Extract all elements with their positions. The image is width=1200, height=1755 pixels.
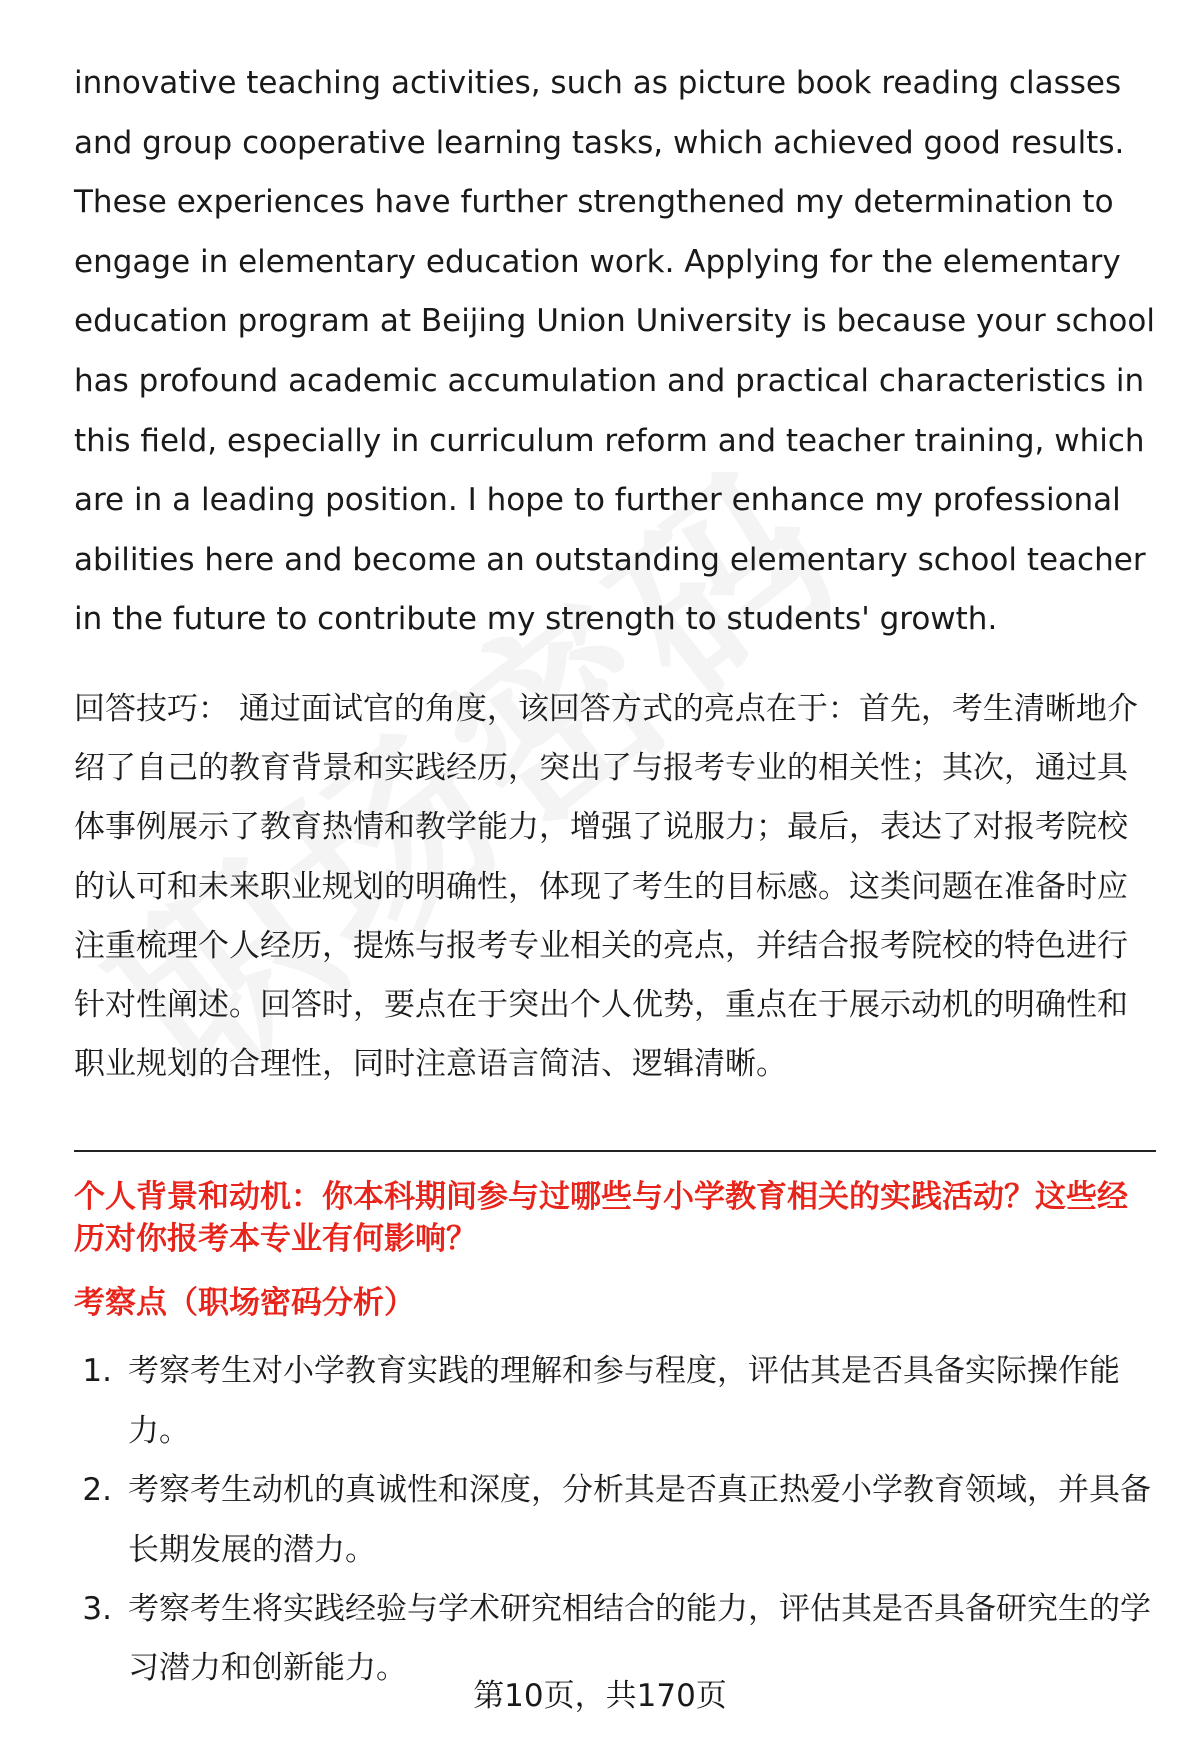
points-list bbox=[74, 1342, 1156, 1698]
page-footer: 第10页，共170页 bbox=[473, 1678, 727, 1714]
list-item-text: 考察考生动机的真诚性和深度，分析其是否真正热爱小学教育领域，并具备长期发展的潜力。 bbox=[128, 1472, 1151, 1568]
tips-paragraph: 回答技巧： 通过面试官的角度，该回答方式的亮点在于：首先，考生清晰地介绍了自己的教育背景和实践经历，突出了与报考专业的相关性；其次，通过具体事例展示了教育热情和教学能力，增强了说服力；最后，表达了对报考院校的认可和未来职业规划的明确性，体现了考生的目标感。这类问题在准备时应注重梳理个人经历，提炼与报考专业相关的亮点，并结合报考院校的特色进行针对性阐述。回答时，要点在于突出个人优势，重点在于展示动机的明确性和职业规划的合理性，同时注意语言简洁、逻辑清晰。 bbox=[74, 690, 1138, 1083]
section-heading: 考察点（职场密码分析） bbox=[74, 1285, 415, 1322]
list-item-number: 2. bbox=[82, 1472, 112, 1509]
list-item-text: 考察考生对小学教育实践的理解和参与程度，评估其是否具备实际操作能力。 bbox=[128, 1353, 1120, 1449]
list-item bbox=[74, 1342, 1156, 1461]
page-content bbox=[74, 54, 1156, 1699]
question-heading: 个人背景和动机：你本科期间参与过哪些与小学教育相关的实践活动？这些经历对你报考本专业有何影响？ bbox=[74, 1179, 1128, 1258]
answer-paragraph: innovative teaching activities, such as picture book reading classes and group cooperative learning tasks, which achieved good results. These experiences have further strengthened my determination to engage in elementary education work. Applying for the elementary education program at Beijing Union University is because your school has profound academic accumulation and practical characteristics in this field, especially in curriculum reform and teacher training, which are in a leading position. I hope to further enhance my professional abilities here and become an outstanding elementary school teacher in the future to contribute my strength to students' growth. bbox=[74, 65, 1155, 638]
list-item-number: 1. bbox=[82, 1353, 112, 1390]
list-item bbox=[74, 1461, 1156, 1580]
list-item-text: 考察考生将实践经验与学术研究相结合的能力，评估其是否具备研究生的学习潜力和创新能力。 bbox=[128, 1590, 1151, 1687]
divider bbox=[74, 1150, 1156, 1152]
list-item-number: 3. bbox=[82, 1590, 112, 1627]
